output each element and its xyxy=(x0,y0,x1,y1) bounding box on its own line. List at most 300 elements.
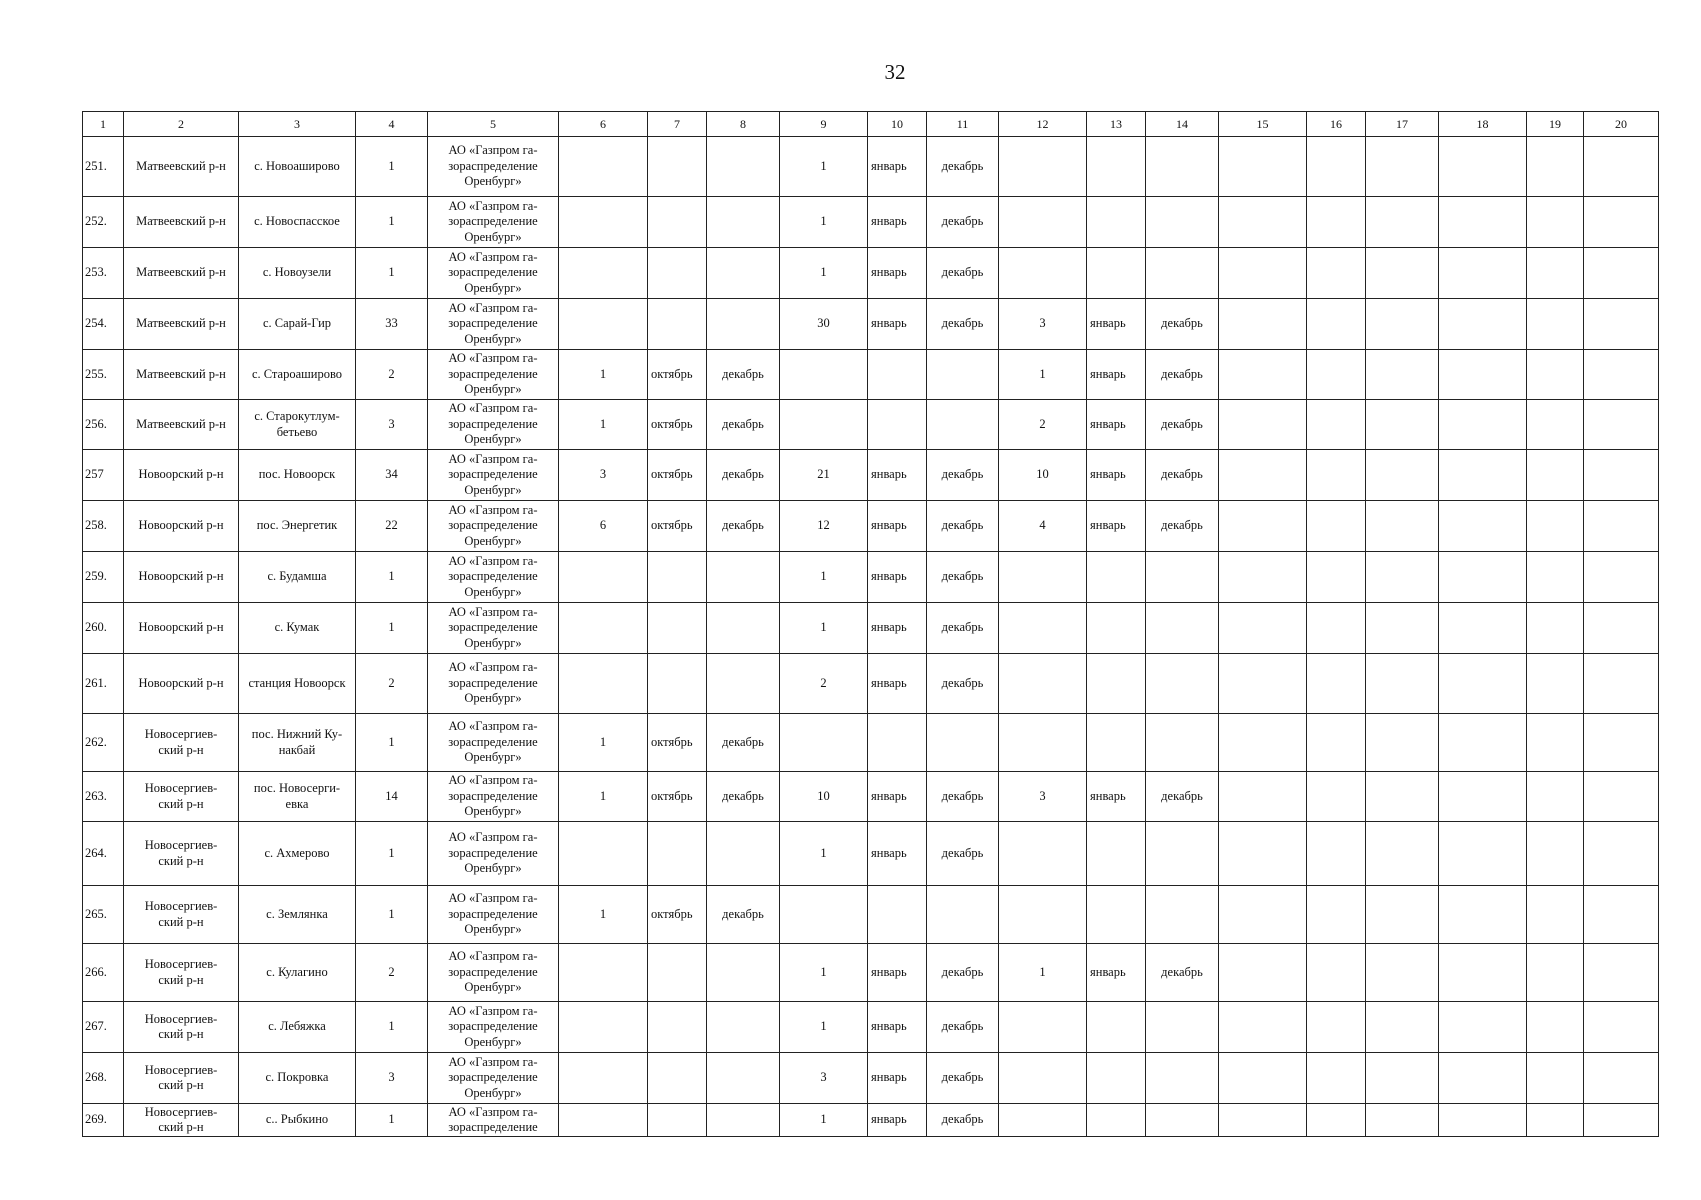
table-row xyxy=(83,944,1659,1002)
empty-cell xyxy=(1366,886,1439,944)
cell-line: зораспределение xyxy=(448,1019,538,1034)
cell-line: Оренбург» xyxy=(464,174,522,189)
cell-line: с. Сарай-Гир xyxy=(262,316,332,331)
empty-cell xyxy=(1219,350,1307,400)
empty-cell xyxy=(1584,299,1659,350)
cell-line: АО «Газпром га- xyxy=(448,198,538,213)
start-month-cell: январь xyxy=(868,501,927,552)
empty-cell xyxy=(1366,299,1439,350)
start-month-cell: январь xyxy=(868,654,927,714)
empty-cell xyxy=(1219,822,1307,886)
cell-line: зораспределение xyxy=(448,734,538,749)
cell-line: Оренбург» xyxy=(464,382,522,397)
settlement-cell xyxy=(239,299,356,350)
start-month-cell xyxy=(648,137,707,197)
start-month-cell: январь xyxy=(868,248,927,299)
cell-line: Новосергиев- xyxy=(144,899,218,913)
empty-cell xyxy=(1219,772,1307,822)
cell-line: Новоорский р-н xyxy=(138,467,224,482)
row-number: 261. xyxy=(83,654,124,714)
count-cell: 3 xyxy=(999,772,1087,822)
cell-line: АО «Газпром га- xyxy=(448,773,538,788)
total-count-cell: 2 xyxy=(356,350,428,400)
district-cell xyxy=(124,1104,239,1137)
empty-cell xyxy=(1584,944,1659,1002)
cell-line: с. Землянка xyxy=(266,906,328,921)
end-month-cell: декабрь xyxy=(927,197,999,248)
empty-cell xyxy=(1439,772,1527,822)
table-row xyxy=(83,248,1659,299)
cell-line: Оренбург» xyxy=(464,533,522,548)
empty-cell xyxy=(1307,822,1366,886)
start-month-cell: октябрь xyxy=(648,501,707,552)
table-row xyxy=(83,886,1659,944)
start-month-cell xyxy=(648,944,707,1002)
count-cell xyxy=(559,1002,648,1053)
table-row xyxy=(83,137,1659,197)
table-row xyxy=(83,400,1659,450)
start-month-cell xyxy=(648,654,707,714)
row-number: 265. xyxy=(83,886,124,944)
district-cell xyxy=(124,248,239,299)
empty-cell xyxy=(1527,350,1584,400)
empty-cell xyxy=(1366,137,1439,197)
empty-cell xyxy=(1439,248,1527,299)
table-row xyxy=(83,1002,1659,1053)
column-header: 8 xyxy=(707,112,780,137)
column-header: 2 xyxy=(124,112,239,137)
empty-cell xyxy=(1219,603,1307,654)
start-month-cell xyxy=(868,350,927,400)
empty-cell xyxy=(1219,299,1307,350)
row-number: 255. xyxy=(83,350,124,400)
cell-line: зораспределение xyxy=(448,518,538,533)
row-number: 257 xyxy=(83,450,124,501)
empty-cell xyxy=(1307,944,1366,1002)
end-month-cell: декабрь xyxy=(707,714,780,772)
count-cell xyxy=(559,654,648,714)
end-month-cell xyxy=(1146,654,1219,714)
empty-cell xyxy=(1439,350,1527,400)
district-cell xyxy=(124,822,239,886)
district-cell xyxy=(124,714,239,772)
count-cell xyxy=(559,299,648,350)
cell-line: Оренбург» xyxy=(464,1085,522,1100)
count-cell xyxy=(559,822,648,886)
settlement-cell xyxy=(239,714,356,772)
organization-cell xyxy=(428,1104,559,1137)
empty-cell xyxy=(1584,1104,1659,1137)
cell-line: ский р-н xyxy=(158,1027,204,1041)
settlement-cell xyxy=(239,1002,356,1053)
cell-line: с.. Рыбкино xyxy=(265,1112,329,1127)
empty-cell xyxy=(1439,400,1527,450)
empty-cell xyxy=(1527,400,1584,450)
settlement-cell xyxy=(239,350,356,400)
end-month-cell xyxy=(707,552,780,603)
organization-cell xyxy=(428,1053,559,1104)
table-row xyxy=(83,772,1659,822)
end-month-cell xyxy=(707,654,780,714)
end-month-cell: декабрь xyxy=(1146,350,1219,400)
empty-cell xyxy=(1307,886,1366,944)
cell-line: с. Кулагино xyxy=(266,964,328,979)
count-cell xyxy=(999,1053,1087,1104)
cell-line: Новоорский р-н xyxy=(138,569,224,584)
empty-cell xyxy=(1584,822,1659,886)
empty-cell xyxy=(1439,450,1527,501)
settlement-cell xyxy=(239,501,356,552)
empty-cell xyxy=(1527,886,1584,944)
start-month-cell xyxy=(1087,1002,1146,1053)
count-cell xyxy=(559,248,648,299)
settlement-cell xyxy=(239,654,356,714)
empty-cell xyxy=(1527,654,1584,714)
table-row xyxy=(83,197,1659,248)
count-cell: 1 xyxy=(780,197,868,248)
empty-cell xyxy=(1307,603,1366,654)
count-cell xyxy=(559,944,648,1002)
cell-line: с. Будамша xyxy=(267,569,327,584)
settlement-cell xyxy=(239,944,356,1002)
count-cell: 2 xyxy=(999,400,1087,450)
cell-line: АО «Газпром га- xyxy=(448,891,538,906)
end-month-cell: декабрь xyxy=(707,450,780,501)
start-month-cell xyxy=(648,1002,707,1053)
empty-cell xyxy=(1366,654,1439,714)
cell-line: Оренбург» xyxy=(464,229,522,244)
schedule-table xyxy=(82,111,1659,1137)
organization-cell xyxy=(428,1002,559,1053)
cell-line: Новосергиев- xyxy=(144,781,218,795)
start-month-cell: январь xyxy=(1087,350,1146,400)
cell-line: Новосергиев- xyxy=(144,1104,218,1119)
cell-line: с. Покровка xyxy=(265,1070,329,1085)
cell-line: с. Ахмерово xyxy=(264,845,330,860)
end-month-cell xyxy=(707,137,780,197)
end-month-cell xyxy=(1146,1053,1219,1104)
table-row xyxy=(83,714,1659,772)
cell-line: зораспределение xyxy=(448,316,538,331)
empty-cell xyxy=(1584,1053,1659,1104)
district-cell xyxy=(124,450,239,501)
start-month-cell xyxy=(1087,248,1146,299)
column-header: 13 xyxy=(1087,112,1146,137)
empty-cell xyxy=(1366,714,1439,772)
total-count-cell: 1 xyxy=(356,822,428,886)
cell-line: зораспределение xyxy=(448,214,538,229)
total-count-cell: 14 xyxy=(356,772,428,822)
page-number: 32 xyxy=(884,60,906,84)
start-month-cell: январь xyxy=(1087,450,1146,501)
empty-cell xyxy=(1439,603,1527,654)
count-cell: 1 xyxy=(780,822,868,886)
cell-line: зораспределение xyxy=(448,675,538,690)
count-cell: 1 xyxy=(999,350,1087,400)
row-number: 262. xyxy=(83,714,124,772)
total-count-cell: 1 xyxy=(356,552,428,603)
empty-cell xyxy=(1527,137,1584,197)
count-cell: 1 xyxy=(559,772,648,822)
count-cell: 1 xyxy=(780,1104,868,1137)
column-header: 19 xyxy=(1527,112,1584,137)
count-cell xyxy=(999,1002,1087,1053)
row-number: 260. xyxy=(83,603,124,654)
organization-cell xyxy=(428,886,559,944)
district-cell xyxy=(124,886,239,944)
cell-line: Оренбург» xyxy=(464,432,522,447)
table-row xyxy=(83,552,1659,603)
cell-line: пос. Энергетик xyxy=(256,518,338,533)
cell-line: Оренбург» xyxy=(464,922,522,937)
empty-cell xyxy=(1219,400,1307,450)
table-row xyxy=(83,501,1659,552)
cell-line: АО «Газпром га- xyxy=(448,604,538,619)
total-count-cell: 2 xyxy=(356,944,428,1002)
end-month-cell: декабрь xyxy=(1146,944,1219,1002)
empty-cell xyxy=(1219,1104,1307,1137)
empty-cell xyxy=(1219,552,1307,603)
row-number: 251. xyxy=(83,137,124,197)
count-cell xyxy=(559,1104,648,1137)
cell-line: АО «Газпром га- xyxy=(448,553,538,568)
empty-cell xyxy=(1584,886,1659,944)
row-number: 268. xyxy=(83,1053,124,1104)
empty-cell xyxy=(1307,350,1366,400)
settlement-cell xyxy=(239,450,356,501)
count-cell xyxy=(780,714,868,772)
count-cell: 1 xyxy=(559,714,648,772)
count-cell xyxy=(999,603,1087,654)
empty-cell xyxy=(1527,299,1584,350)
start-month-cell: январь xyxy=(868,1053,927,1104)
count-cell xyxy=(999,714,1087,772)
cell-line: ский р-н xyxy=(158,914,204,929)
cell-line: бетьево xyxy=(276,424,318,439)
empty-cell xyxy=(1527,197,1584,248)
organization-cell xyxy=(428,450,559,501)
empty-cell xyxy=(1527,552,1584,603)
organization-cell xyxy=(428,654,559,714)
settlement-cell xyxy=(239,822,356,886)
empty-cell xyxy=(1439,137,1527,197)
empty-cell xyxy=(1366,772,1439,822)
end-month-cell: декабрь xyxy=(927,248,999,299)
end-month-cell xyxy=(927,350,999,400)
count-cell: 6 xyxy=(559,501,648,552)
total-count-cell: 1 xyxy=(356,1104,428,1137)
empty-cell xyxy=(1219,248,1307,299)
cell-line: Оренбург» xyxy=(464,482,522,497)
district-cell xyxy=(124,944,239,1002)
cell-line: АО «Газпром га- xyxy=(448,401,538,416)
count-cell: 30 xyxy=(780,299,868,350)
start-month-cell: январь xyxy=(868,137,927,197)
cell-line: Новоорский р-н xyxy=(138,675,224,690)
empty-cell xyxy=(1527,603,1584,654)
cell-line: Новоорский р-н xyxy=(138,518,224,533)
empty-cell xyxy=(1584,714,1659,772)
end-month-cell xyxy=(1146,886,1219,944)
empty-cell xyxy=(1527,822,1584,886)
cell-line: Оренбург» xyxy=(464,584,522,599)
start-month-cell: октябрь xyxy=(648,450,707,501)
end-month-cell xyxy=(707,197,780,248)
organization-cell xyxy=(428,552,559,603)
count-cell: 12 xyxy=(780,501,868,552)
cell-line: зораспределение xyxy=(448,788,538,803)
empty-cell xyxy=(1219,197,1307,248)
cell-line: Матвеевский р-н xyxy=(136,316,226,331)
end-month-cell: декабрь xyxy=(927,822,999,886)
count-cell xyxy=(999,886,1087,944)
start-month-cell: январь xyxy=(868,552,927,603)
end-month-cell xyxy=(707,1002,780,1053)
empty-cell xyxy=(1439,1053,1527,1104)
start-month-cell: октябрь xyxy=(648,772,707,822)
end-month-cell: декабрь xyxy=(707,886,780,944)
cell-line: с. Новоаширово xyxy=(254,158,340,173)
cell-line: Новосергиев- xyxy=(144,838,218,852)
end-month-cell: декабрь xyxy=(927,1104,999,1137)
column-header: 4 xyxy=(356,112,428,137)
table-row xyxy=(83,299,1659,350)
column-header: 1 xyxy=(83,112,124,137)
cell-line: Новоорский р-н xyxy=(138,620,224,635)
count-cell xyxy=(999,1104,1087,1137)
cell-line: с. Лебяжка xyxy=(268,1019,326,1034)
empty-cell xyxy=(1584,197,1659,248)
empty-cell xyxy=(1219,137,1307,197)
end-month-cell: декабрь xyxy=(1146,299,1219,350)
column-header: 17 xyxy=(1366,112,1439,137)
district-cell xyxy=(124,772,239,822)
empty-cell xyxy=(1527,1002,1584,1053)
count-cell xyxy=(999,248,1087,299)
empty-cell xyxy=(1439,197,1527,248)
empty-cell xyxy=(1307,1053,1366,1104)
empty-cell xyxy=(1366,1104,1439,1137)
start-month-cell xyxy=(868,400,927,450)
start-month-cell: январь xyxy=(868,299,927,350)
column-header: 18 xyxy=(1439,112,1527,137)
end-month-cell xyxy=(707,248,780,299)
cell-line: Оренбург» xyxy=(464,750,522,765)
empty-cell xyxy=(1219,944,1307,1002)
end-month-cell: декабрь xyxy=(927,552,999,603)
empty-cell xyxy=(1307,1104,1366,1137)
settlement-cell xyxy=(239,552,356,603)
row-number: 266. xyxy=(83,944,124,1002)
start-month-cell xyxy=(648,1053,707,1104)
district-cell xyxy=(124,1053,239,1104)
empty-cell xyxy=(1219,654,1307,714)
start-month-cell xyxy=(868,886,927,944)
count-cell: 1 xyxy=(780,944,868,1002)
cell-line: ский р-н xyxy=(158,742,204,757)
start-month-cell: январь xyxy=(868,1002,927,1053)
district-cell xyxy=(124,603,239,654)
end-month-cell: декабрь xyxy=(927,944,999,1002)
cell-line: АО «Газпром га- xyxy=(448,451,538,466)
empty-cell xyxy=(1307,772,1366,822)
end-month-cell xyxy=(707,1104,780,1137)
count-cell: 3 xyxy=(780,1053,868,1104)
empty-cell xyxy=(1439,552,1527,603)
start-month-cell: октябрь xyxy=(648,714,707,772)
end-month-cell: декабрь xyxy=(927,1002,999,1053)
cell-line: Новосергиев- xyxy=(144,957,218,971)
count-cell: 1 xyxy=(780,552,868,603)
cell-line: накбай xyxy=(278,742,316,757)
start-month-cell: январь xyxy=(1087,772,1146,822)
empty-cell xyxy=(1584,450,1659,501)
end-month-cell: декабрь xyxy=(927,772,999,822)
count-cell: 1 xyxy=(780,137,868,197)
total-count-cell: 1 xyxy=(356,197,428,248)
cell-line: пос. Новосерги- xyxy=(253,781,341,795)
count-cell: 4 xyxy=(999,501,1087,552)
count-cell xyxy=(999,822,1087,886)
settlement-cell xyxy=(239,886,356,944)
organization-cell xyxy=(428,822,559,886)
empty-cell xyxy=(1527,1104,1584,1137)
empty-cell xyxy=(1584,248,1659,299)
empty-cell xyxy=(1527,714,1584,772)
column-header: 15 xyxy=(1219,112,1307,137)
cell-line: с. Старокутлум- xyxy=(254,409,340,423)
total-count-cell: 2 xyxy=(356,654,428,714)
count-cell xyxy=(780,400,868,450)
cell-line: АО «Газпром га- xyxy=(448,502,538,517)
count-cell xyxy=(999,654,1087,714)
start-month-cell xyxy=(648,197,707,248)
organization-cell xyxy=(428,603,559,654)
end-month-cell xyxy=(1146,248,1219,299)
empty-cell xyxy=(1219,1002,1307,1053)
cell-line: зораспределение xyxy=(448,265,538,280)
cell-line: пос. Новоорск xyxy=(258,467,336,482)
empty-cell xyxy=(1219,450,1307,501)
empty-cell xyxy=(1366,501,1439,552)
empty-cell xyxy=(1366,400,1439,450)
cell-line: Матвеевский р-н xyxy=(136,366,226,381)
cell-line: с. Новоузели xyxy=(262,265,332,280)
empty-cell xyxy=(1366,552,1439,603)
cell-line: Матвеевский р-н xyxy=(136,416,226,431)
count-cell: 1 xyxy=(780,1002,868,1053)
start-month-cell xyxy=(1087,1104,1146,1137)
cell-line: Новосергиев- xyxy=(144,1062,218,1077)
organization-cell xyxy=(428,944,559,1002)
end-month-cell xyxy=(927,714,999,772)
count-cell: 21 xyxy=(780,450,868,501)
start-month-cell: январь xyxy=(1087,400,1146,450)
column-header: 10 xyxy=(868,112,927,137)
cell-line: Матвеевский р-н xyxy=(136,214,226,229)
row-number: 267. xyxy=(83,1002,124,1053)
end-month-cell xyxy=(1146,197,1219,248)
settlement-cell xyxy=(239,248,356,299)
table-row xyxy=(83,1104,1659,1137)
empty-cell xyxy=(1307,400,1366,450)
start-month-cell: январь xyxy=(868,772,927,822)
empty-cell xyxy=(1307,714,1366,772)
district-cell xyxy=(124,501,239,552)
empty-cell xyxy=(1307,654,1366,714)
start-month-cell xyxy=(648,603,707,654)
start-month-cell: январь xyxy=(868,603,927,654)
